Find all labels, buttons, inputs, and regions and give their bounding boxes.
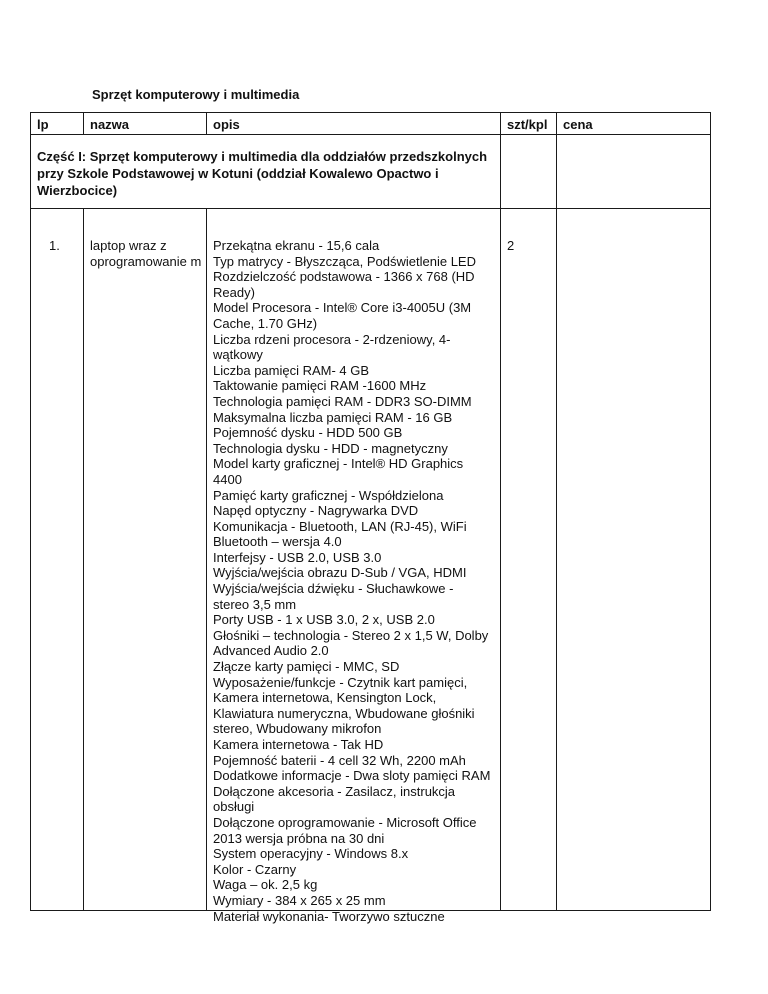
opis-line: wątkowy: [213, 347, 263, 363]
row-szt: 2: [507, 238, 515, 253]
header-szt-kpl: szt/kpl: [507, 117, 548, 132]
opis-line: Komunikacja - Bluetooth, LAN (RJ-45), WiFi: [213, 518, 467, 534]
opis-line: Rozdzielczość podstawowa - 1366 x 768 (HD: [213, 269, 475, 285]
opis-line: Technologia dysku - HDD - magnetyczny: [213, 440, 448, 456]
header-bottom-border: [30, 134, 711, 135]
opis-line: Model karty graficznej - Intel® HD Graphics: [213, 456, 464, 472]
opis-line: Głośniki – technologia - Stereo 2 x 1,5 W, Dolby: [213, 627, 489, 643]
opis-line: Technologia pamięci RAM - DDR3 SO-DIMM: [213, 393, 472, 409]
header-cena: cena: [563, 117, 593, 132]
col-divider-lp-nazwa: [83, 208, 84, 911]
section-title: Część I: Sprzęt komputerowy i multimedia dla oddziałów przedszkolnych przy Szkole Podstawowej w Kotuni (oddział Kowalewo Opactwo i Wierzbocice): [37, 149, 488, 198]
opis-line: stereo 3,5 mm: [213, 596, 297, 612]
opis-line: Wyjścia/wejścia dźwięku - Słuchawkowe -: [213, 581, 454, 597]
opis-line: Pojemność dysku - HDD 500 GB: [213, 425, 403, 441]
opis-line: Taktowanie pamięci RAM -1600 MHz: [213, 378, 427, 394]
opis-line: Dołączone oprogramowanie - Microsoft Office: [213, 814, 477, 830]
row-nazwa: laptop wraz z oprogramowanie m: [90, 238, 202, 269]
col-divider-lp-nazwa-header: [83, 112, 84, 135]
opis-line: Materiał wykonania- Tworzywo sztuczne: [213, 908, 445, 924]
opis-line: 4400: [213, 471, 242, 487]
opis-line: Dołączone akcesoria - Zasilacz, instrukcja: [213, 783, 456, 799]
opis-line: Typ matrycy - Błyszcząca, Podświetlenie LED: [213, 253, 476, 269]
row-opis-list: [213, 238, 498, 924]
row-lp: 1.: [49, 238, 60, 253]
document-title: Sprzęt komputerowy i multimedia: [92, 87, 300, 102]
opis-line: Napęd optyczny - Nagrywarka DVD: [213, 503, 419, 519]
table-left-border: [30, 112, 31, 911]
opis-line: Interfejsy - USB 2.0, USB 3.0: [213, 549, 382, 565]
opis-line: Kamera internetowa - Tak HD: [213, 737, 384, 752]
opis-line: Pojemność baterii - 4 cell 32 Wh, 2200 mAh: [213, 752, 466, 768]
opis-line: 2013 wersja próbna na 30 dni: [213, 830, 385, 846]
opis-line: Pamięć karty graficznej - Współdzielona: [213, 487, 444, 503]
opis-line: Model Procesora - Intel® Core i3-4005U (3M: [213, 300, 472, 316]
opis-line: obsługi: [213, 799, 255, 815]
opis-line: Maksymalna liczba pamięci RAM - 16 GB: [213, 409, 453, 425]
opis-line: Złącze karty pamięci - MMC, SD: [213, 659, 400, 675]
opis-line: Kamera internetowa, Kensington Lock,: [213, 690, 437, 706]
header-nazwa: nazwa: [90, 117, 130, 132]
opis-line: Bluetooth – wersja 4.0: [213, 534, 342, 550]
col-divider-nazwa-opis-header: [206, 112, 207, 135]
opis-line: Kolor - Czarny: [213, 861, 297, 877]
table-top-border: [30, 112, 711, 113]
col-divider-szt-cena: [556, 112, 557, 911]
header-opis: opis: [213, 117, 240, 132]
opis-line: Advanced Audio 2.0: [213, 643, 329, 659]
section-bottom-border: [30, 208, 711, 209]
col-divider-nazwa-opis: [206, 208, 207, 911]
opis-line: Ready): [213, 284, 255, 300]
opis-line: System operacyjny - Windows 8.x: [213, 846, 409, 862]
header-lp: lp: [37, 117, 49, 132]
opis-line: Dodatkowe informacje - Dwa sloty pamięci RAM: [213, 768, 491, 784]
col-divider-opis-szt: [500, 112, 501, 911]
opis-line: Wymiary - 384 x 265 x 25 mm: [213, 892, 386, 908]
opis-line: Liczba rdzeni procesora - 2-rdzeniowy, 4-: [213, 331, 451, 347]
opis-line: Wyjścia/wejścia obrazu D-Sub / VGA, HDMI: [213, 565, 467, 581]
opis-line: Wyposażenie/funkcje - Czytnik kart pamięci,: [213, 674, 468, 690]
opis-line: Przekątna ekranu - 15,6 cala: [213, 238, 380, 253]
table-right-border: [710, 112, 711, 911]
opis-line: Klawiatura numeryczna, Wbudowane głośniki: [213, 705, 475, 721]
opis-line: Waga – ok. 2,5 kg: [213, 877, 318, 893]
opis-line: Cache, 1.70 GHz): [213, 315, 318, 331]
opis-line: stereo, Wbudowany mikrofon: [213, 721, 382, 737]
opis-line: Liczba pamięci RAM- 4 GB: [213, 362, 370, 378]
opis-line: Porty USB - 1 x USB 3.0, 2 x, USB 2.0: [213, 612, 435, 628]
